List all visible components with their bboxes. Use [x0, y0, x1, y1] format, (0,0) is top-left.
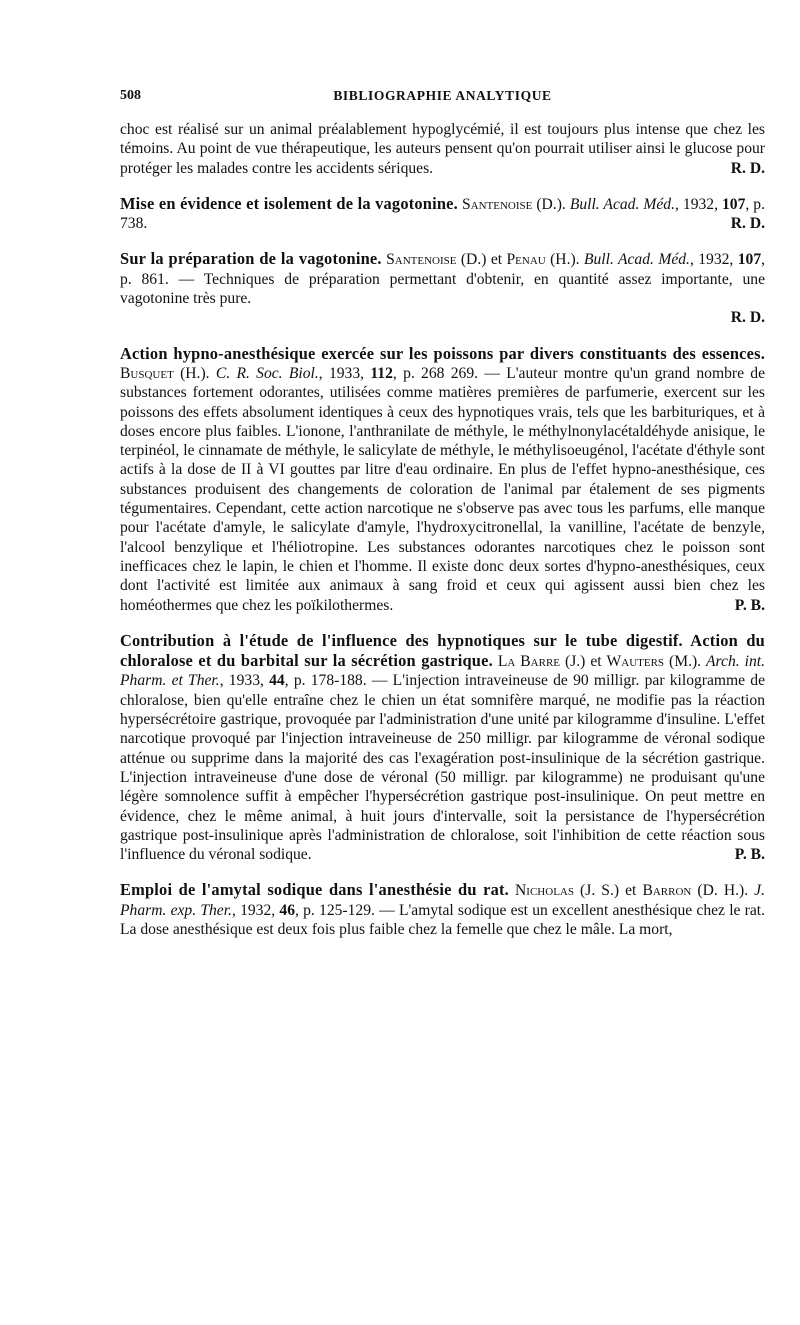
entry-author: La Barre	[497, 653, 561, 671]
entry-journal: Bull. Acad. Méd.	[569, 195, 675, 213]
page-number: 508	[120, 88, 141, 103]
entry-signature: R. D.	[730, 215, 765, 233]
entry-author: Busquet	[120, 364, 174, 382]
entry-author-initials: (H.).	[545, 251, 580, 269]
entry-vagotonine-isolement	[120, 194, 765, 234]
entry-vagotonine-preparation	[120, 249, 765, 327]
entry-body: choc est réalisé sur un animal préalablement hypoglycémié, il est toujours plus intense que chez les témoins. Au point de vue thérapeutique, les auteurs pensent qu'on pourrait utiliser ainsi le glucose pour protéger les malades contre les accidents sériques.	[120, 121, 765, 177]
entry-journal: J. Pharm. exp. Ther.	[120, 882, 765, 919]
entry-body: , p. 125-129. — L'amytal sodique est un excellent anesthésique chez le rat. La dose anesthésique est deux fois plus faible chez la femelle que chez le mâle. La mort,	[120, 901, 766, 938]
entry-title: Contribution à l'étude de l'influence des hypnotiques sur le tube digestif. Action du chloralose et du barbital sur la sécrétion gastrique.	[120, 630, 765, 671]
entry-author-initials: (D. H.).	[691, 882, 755, 900]
entry-journal: Arch. int. Pharm. et Ther.	[120, 653, 765, 690]
entry-signature: P. B.	[734, 596, 765, 614]
entry-author: Nicholas	[515, 882, 574, 900]
entry-pages: , p. 738.	[120, 195, 765, 233]
entry-author: Penau	[506, 251, 546, 269]
entry-volume: 107	[722, 195, 746, 213]
entry-author-initials: (H.).	[173, 364, 216, 382]
entry-body: , p. 861. — Techniques de préparation permettant d'obtenir, en quantité assez importante, une vagotonine très pure.	[120, 251, 766, 308]
entry-title: Mise en évidence et isolement de la vagotonine.	[120, 193, 458, 213]
entry-year: , 1932,	[674, 195, 722, 213]
entry-continuation	[120, 120, 765, 178]
entry-title: Action hypno-anesthésique exercée sur les poissons par divers constituants des essences.	[120, 343, 765, 363]
entry-author-initials: (D.) et	[456, 251, 507, 269]
entry-year: , 1933,	[318, 364, 371, 382]
entry-volume: 44	[269, 672, 285, 690]
page-header	[120, 86, 765, 106]
entry-body: , p. 268 269. — L'auteur montre qu'un grand nombre de substances fortement odorantes, utilisées comme matières premières de parfumerie, exercent sur les poissons des effets absolument identiques à ceux des hypnotiques vrais, tels que les barbituriques, et à doses encore plus faibles. L'ionone, l'anthranilate de méthyle, le méthylnonylacétaldéhyde anisique, le terpinéol, le cinnamate de méthyle, le salicylate de méthyle, le méthylisoeugénol, l'acétate d'éthyle sont actifs à la dose de II à VI gouttes par litre d'eau ordinaire. En plus de l'effet hypno-anesthésique, ces substances produisent des changements de coloration de l'animal par étalement de ses pigments tégumentaires. Cependant, cette action narcotique ne s'observe pas avec tous les parfums, elle manque pour l'acétate d'amyle, le salicylate d'amyle, l'hydroxycitronellal, la vanilline, l'acétate de benzyle, l'alcool benzylique et l'héliotropine. Les substances odorantes narcotiques chez le poisson sont inefficaces chez le lapin, le chien et l'homme. Il existe donc deux sortes d'hypno-anesthésiques, ceux dont l'activité est limitée aux animaux à sang froid et ceux qui agissent aussi bien chez les homéothermes que chez les poïkilothermes.	[120, 364, 766, 614]
entry-author-initials: (J.) et	[560, 653, 607, 671]
entry-amytal-sodique	[120, 880, 765, 939]
entry-year: , 1933,	[219, 672, 270, 690]
document-page	[120, 86, 765, 939]
entry-volume: 46	[279, 901, 295, 919]
entry-volume: 107	[737, 251, 762, 269]
entry-signature: R. D.	[730, 159, 765, 177]
entry-signature: P. B.	[734, 846, 765, 864]
entry-year: , 1932,	[689, 251, 738, 269]
entry-journal: Bull. Acad. Méd.	[583, 251, 690, 269]
entry-author: Wauters	[606, 653, 665, 671]
entry-hypnotiques-tube-digestif	[120, 631, 765, 865]
entry-signature: R. D.	[730, 309, 765, 327]
entry-title: Emploi de l'amytal sodique dans l'anesthésie du rat.	[120, 880, 509, 900]
entry-author: Santenoise (D.).	[461, 195, 566, 213]
entry-journal: C. R. Soc. Biol.	[215, 364, 319, 382]
entry-volume: 112	[370, 364, 393, 382]
entry-author: Barron	[642, 882, 692, 900]
entry-body: , p. 178-188. — L'injection intraveineuse de 90 milligr. par kilogramme de chloralose, bien qu'elle entraîne chez le chien un état somnifère marqué, ne modifie pas la réaction hypersécrétoire gastrique, provoquée par l'administration d'une unité par kilogramme d'insuline. L'effet narcotique provoqué par l'injection intraveineuse de 250 milligr. par kilogramme de véronal sodique atténue ou supprime dans la majorité des cas l'exagération post-insulinique de la sécrétion gastrique. L'injection intraveineuse d'une dose de véronal (50 milligr. par kilogramme) ne produisant qu'une légère somnolence suffit à empêcher l'hypersécrétion gastrique post-insulinique. On peut mettre en évidence, chez le même animal, à huit jours d'intervalle, soit la persistance de l'hypersécrétion gastrique post-insulinique après l'administration de chloralose, soit l'inhibition de cette réaction sous l'influence du véronal sodique.	[120, 672, 766, 864]
entry-year: , 1932,	[231, 901, 280, 919]
running-title: BIBLIOGRAPHIE ANALYTIQUE	[333, 88, 552, 103]
entry-hypno-anesthesique	[120, 344, 765, 615]
entry-title: Sur la préparation de la vagotonine.	[120, 249, 382, 269]
entry-author-initials: (J. S.) et	[573, 882, 643, 900]
entry-author-initials: (M.).	[664, 653, 707, 671]
entry-author: Santenoise	[386, 251, 457, 269]
